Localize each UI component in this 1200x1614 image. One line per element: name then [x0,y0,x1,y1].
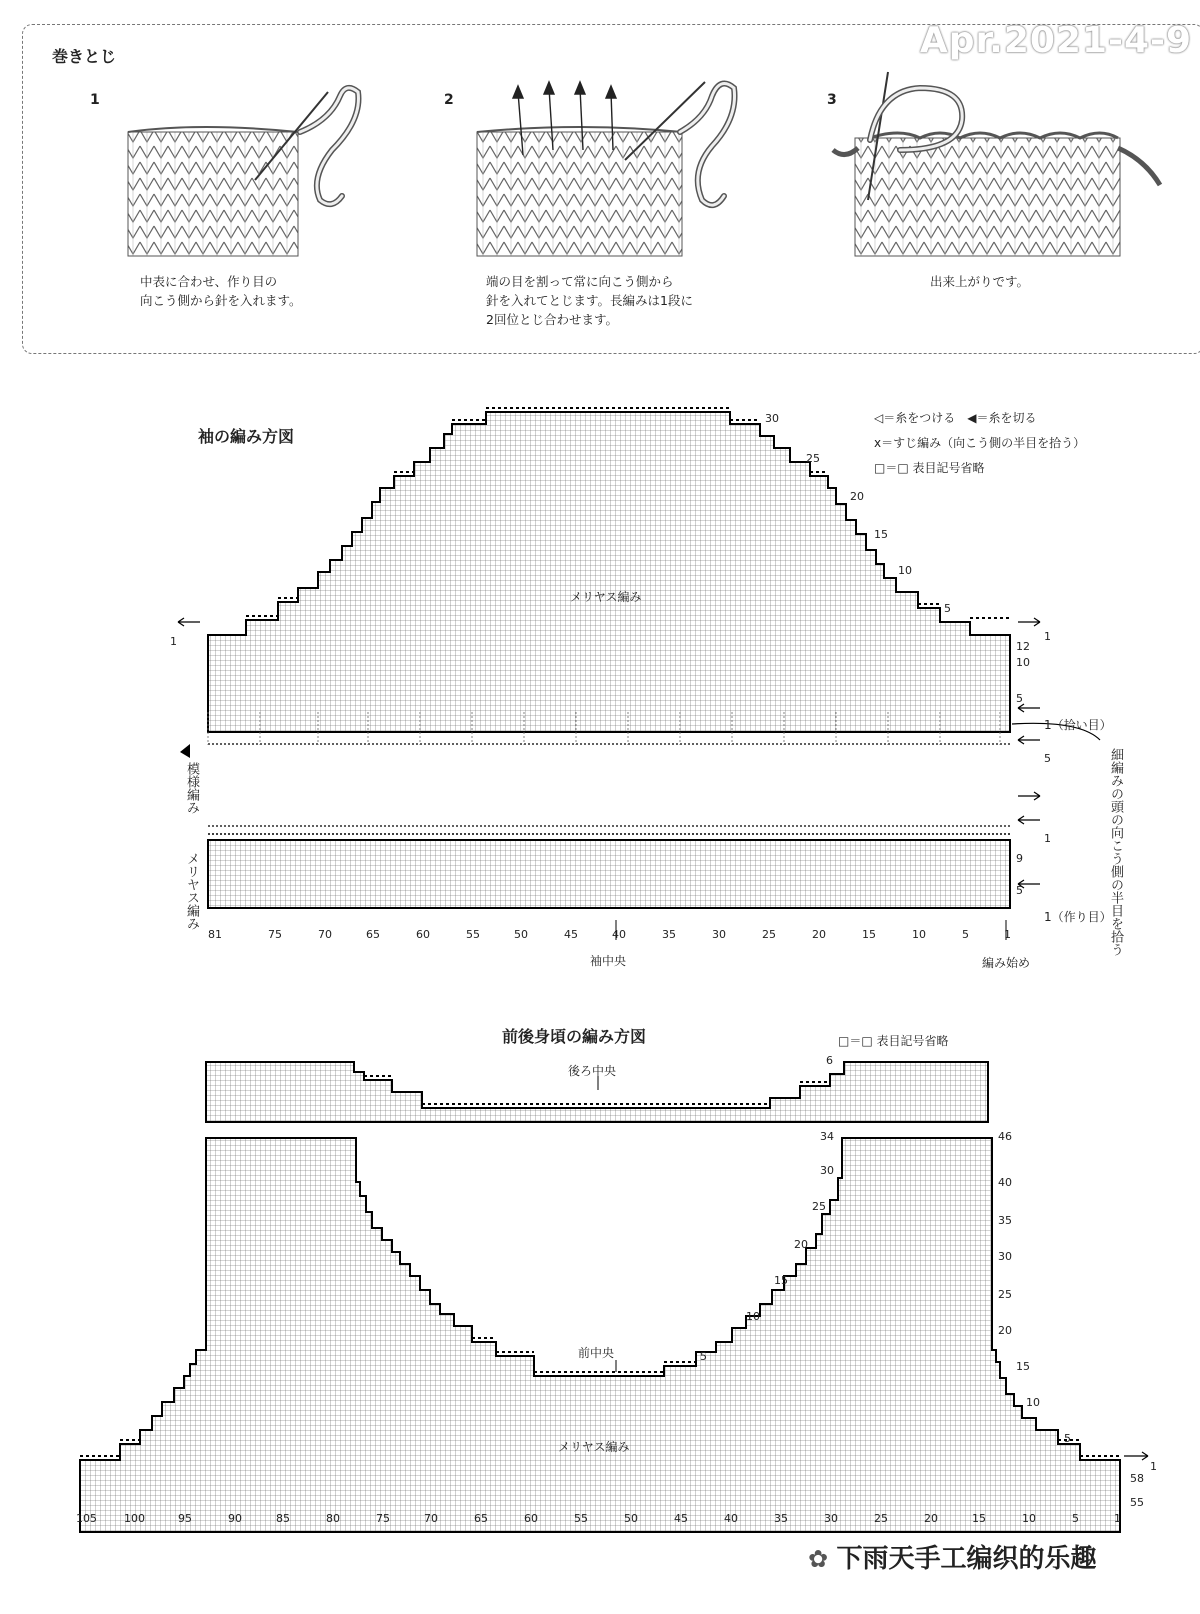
legend-thread: ◁＝糸をつける ◀＝糸を切る [874,411,1037,425]
sleeve-title: 袖の編み方図 [198,427,295,446]
sleeve-row-20: 20 [850,490,864,503]
sleeve-row-15: 15 [874,528,888,541]
back-center-label: 後ろ中央 [568,1064,617,1078]
date-watermark: Apr.2021-4-9 [919,20,1192,61]
sleeve-row-10: 10 [898,564,912,577]
sleeve-row-25: 25 [806,452,820,465]
step-2-number: 2 [444,92,454,108]
sleeve-row-9: 9 [1016,852,1023,865]
body-legend-box: □＝□ 表目記号省略 [838,1034,949,1048]
illustration-step-3 [833,72,1160,256]
sleeve-row-30: 30 [765,412,779,425]
sleeve-row-5d: 5 [1016,884,1023,897]
sleeve-left-row-1: 1 [170,635,177,648]
bottom-stockinette-grid [208,840,1010,908]
sleeve-bottom-ticks: 81 75 70 65 60 55 50 45 40 35 30 25 20 15 10 5 1 [208,928,1011,941]
body-inner-row-labels: 34 30 25 20 15 10 5 [700,1130,834,1363]
sleeve-row-12: 12 [1016,640,1030,653]
sleeve-row-1c: 1 [1044,832,1051,845]
sleeve-center-label: メリヤス編み [570,590,642,604]
body-chart [0,1050,1200,1540]
seam-title: 巻きとじ [52,47,117,66]
pattern-band [208,738,1010,833]
sleeve-cap-grid [208,412,1010,732]
sleeve-row-5c: 5 [1044,752,1051,765]
body-center-label: メリヤス編み [558,1440,630,1454]
step-3-caption: 出来上がりです。 [930,274,1030,289]
pattern-label: 模様編み [184,762,199,814]
step-3-number: 3 [827,92,837,108]
sleeve-center-marker: 袖中央 [590,954,627,968]
sleeve-chart [0,360,1200,1000]
legend-box: □＝□ 表目記号省略 [874,461,985,475]
sleeve-row-cast-on: 1（作り目） [1044,910,1112,924]
step-1-caption: 中表に合わせ、作り目の 向こう側から針を入れます。 [140,274,302,308]
footer-brand: ✿ 下雨天手工编织的乐趣 [808,1544,1097,1574]
wechat-icon: ✿ [808,1545,837,1573]
body-bottom-ticks: 105 100 95 90 85 80 75 70 65 60 55 50 45 40 35 30 25 20 15 10 5 1 [76,1512,1121,1525]
stockinette-side-label: メリヤス編み [184,852,199,930]
start-marker: 編み始め [982,956,1031,970]
body-right-row-labels: 46 40 35 30 25 20 15 10 5 1 58 55 [998,1130,1157,1509]
body-title: 前後身頃の編み方図 [502,1027,647,1046]
sleeve-row-5b: 5 [1016,692,1023,705]
body-row-6: 6 [826,1054,833,1067]
front-body-grid [80,1138,1120,1532]
sleeve-row-5: 5 [944,602,951,615]
sleeve-row-pickup: 1（拾い目） [1044,718,1112,732]
sleeve-row-1-top: 1 [1044,630,1051,643]
right-note: 細編みの頭の向こう側の半目を拾う [1108,748,1123,956]
step-2-caption: 端の目を割って常に向こう側から 針を入れてとじます。長編みは1段に 2回位とじ合わせます。 [486,274,693,327]
illustration-step-2 [477,82,735,256]
legend-sc: x＝すじ編み（向こう側の半目を拾う） [874,436,1086,450]
step-1-number: 1 [90,92,100,108]
illustration-step-1 [128,88,358,256]
sleeve-row-10b: 10 [1016,656,1030,669]
front-center-label: 前中央 [578,1346,615,1360]
